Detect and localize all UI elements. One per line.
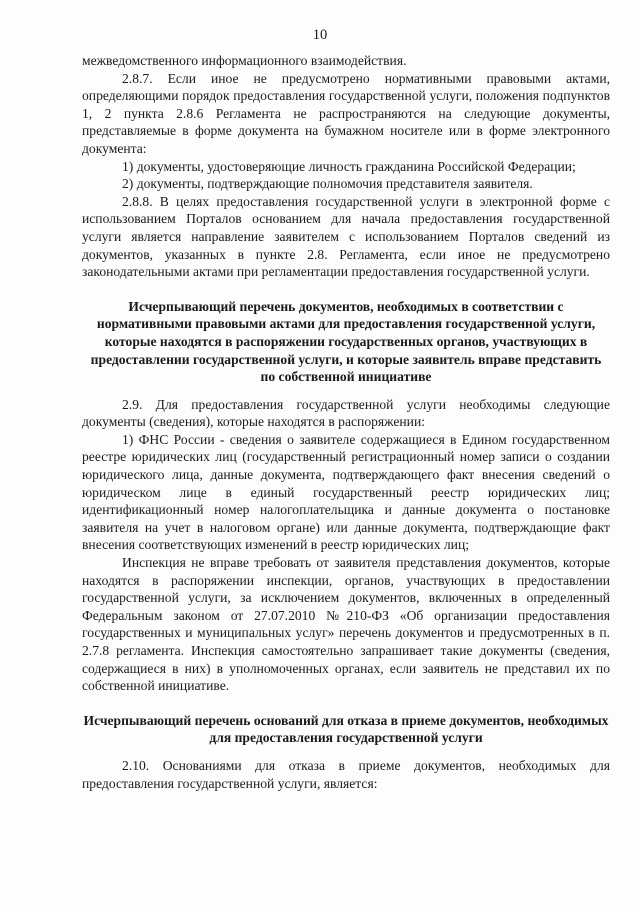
paragraph-inspection: Инспекция не вправе требовать от заявителя представления документов, которые находятся в распоряжении инспекции, органов, участвующих в предоставлении государственной услуги, за исключением документов, включенных в определенный Федеральным законом от 27.07.2010 №210-ФЗ «Об организации предоставления государственных и муниципальных услуг» перечень документов и предусмотренных в п. 2.7.8 регламента. Инспекция самостоятельно запрашивает такие документы (сведения, содержащиеся в них) в уполномоченных органах, если заявитель не представил их по собственной инициативе. xyxy=(82,555,610,694)
section-heading-refusal: Исчерпывающий перечень оснований для отказа в приеме документов, необходимых для предоставления государственной услуги xyxy=(83,712,609,746)
list-item-2: 2) документы, подтверждающие полномочия представителя заявителя. xyxy=(122,176,533,192)
document-body xyxy=(82,52,610,792)
list-item-1: 1) документы, удостоверяющие личность гражданина Российской Федерации; xyxy=(122,158,576,174)
paragraph-2-10: 2.10. Основаниями для отказа в приеме документов, необходимых для предоставления государственной услуги, является: xyxy=(82,757,610,791)
page-number: 10 xyxy=(312,27,328,43)
paragraph-2-8-7: 2.8.7. Если иное не предусмотрено нормативными правовыми актами, определяющими порядок предоставления государственной услуги, положения подпунктов 1, 2 пункта 2.8.6 Регламента не распространяются на следующие документы, представляемые в форме документа на бумажном носителе или в форме электронного документа: xyxy=(82,70,610,156)
list-item-fns: 1) ФНС России - сведения о заявителе содержащиеся в Едином государственном реестре юридических лиц (государственный регистрационный номер записи о создании юридического лица, данные документа, подтверждающего факт внесения сведений о юридическом лице в единый государственный реестр юридических лиц; идентификационный номер налогоплательщика и данные документа о постановке заявителя на учет в налоговом органе) или данные документа, подтверждающие факт внесения соответствующих изменений в реестр юридических лиц; xyxy=(82,431,610,553)
paragraph-2-8-8: 2.8.8. В целях предоставления государственной услуги в электронной форме с использованием Порталов основанием для начала предоставления государственной услуги является направление заявителем с использованием Порталов сведений из документов, указанных в пункте 2.8. Регламента, если иное не предусмотрено законодательными актами при регламентации предоставления государственной услуги. xyxy=(82,193,610,280)
paragraph-2-9: 2.9. Для предоставления государственной услуги необходимы следующие документы (сведения), которые находятся в распоряжении: xyxy=(82,396,610,430)
paragraph-continuation: межведомственного информационного взаимодействия. xyxy=(82,53,407,68)
section-heading-documents: Исчерпывающий перечень документов, необходимых в соответствии с нормативными правовыми актами для предоставления государственной услуги, которые находятся в распоряжении государственных органов, участвующих в предоставлении государственной услуги, и которые заявитель вправе представить по собственной инициативе xyxy=(90,298,602,385)
